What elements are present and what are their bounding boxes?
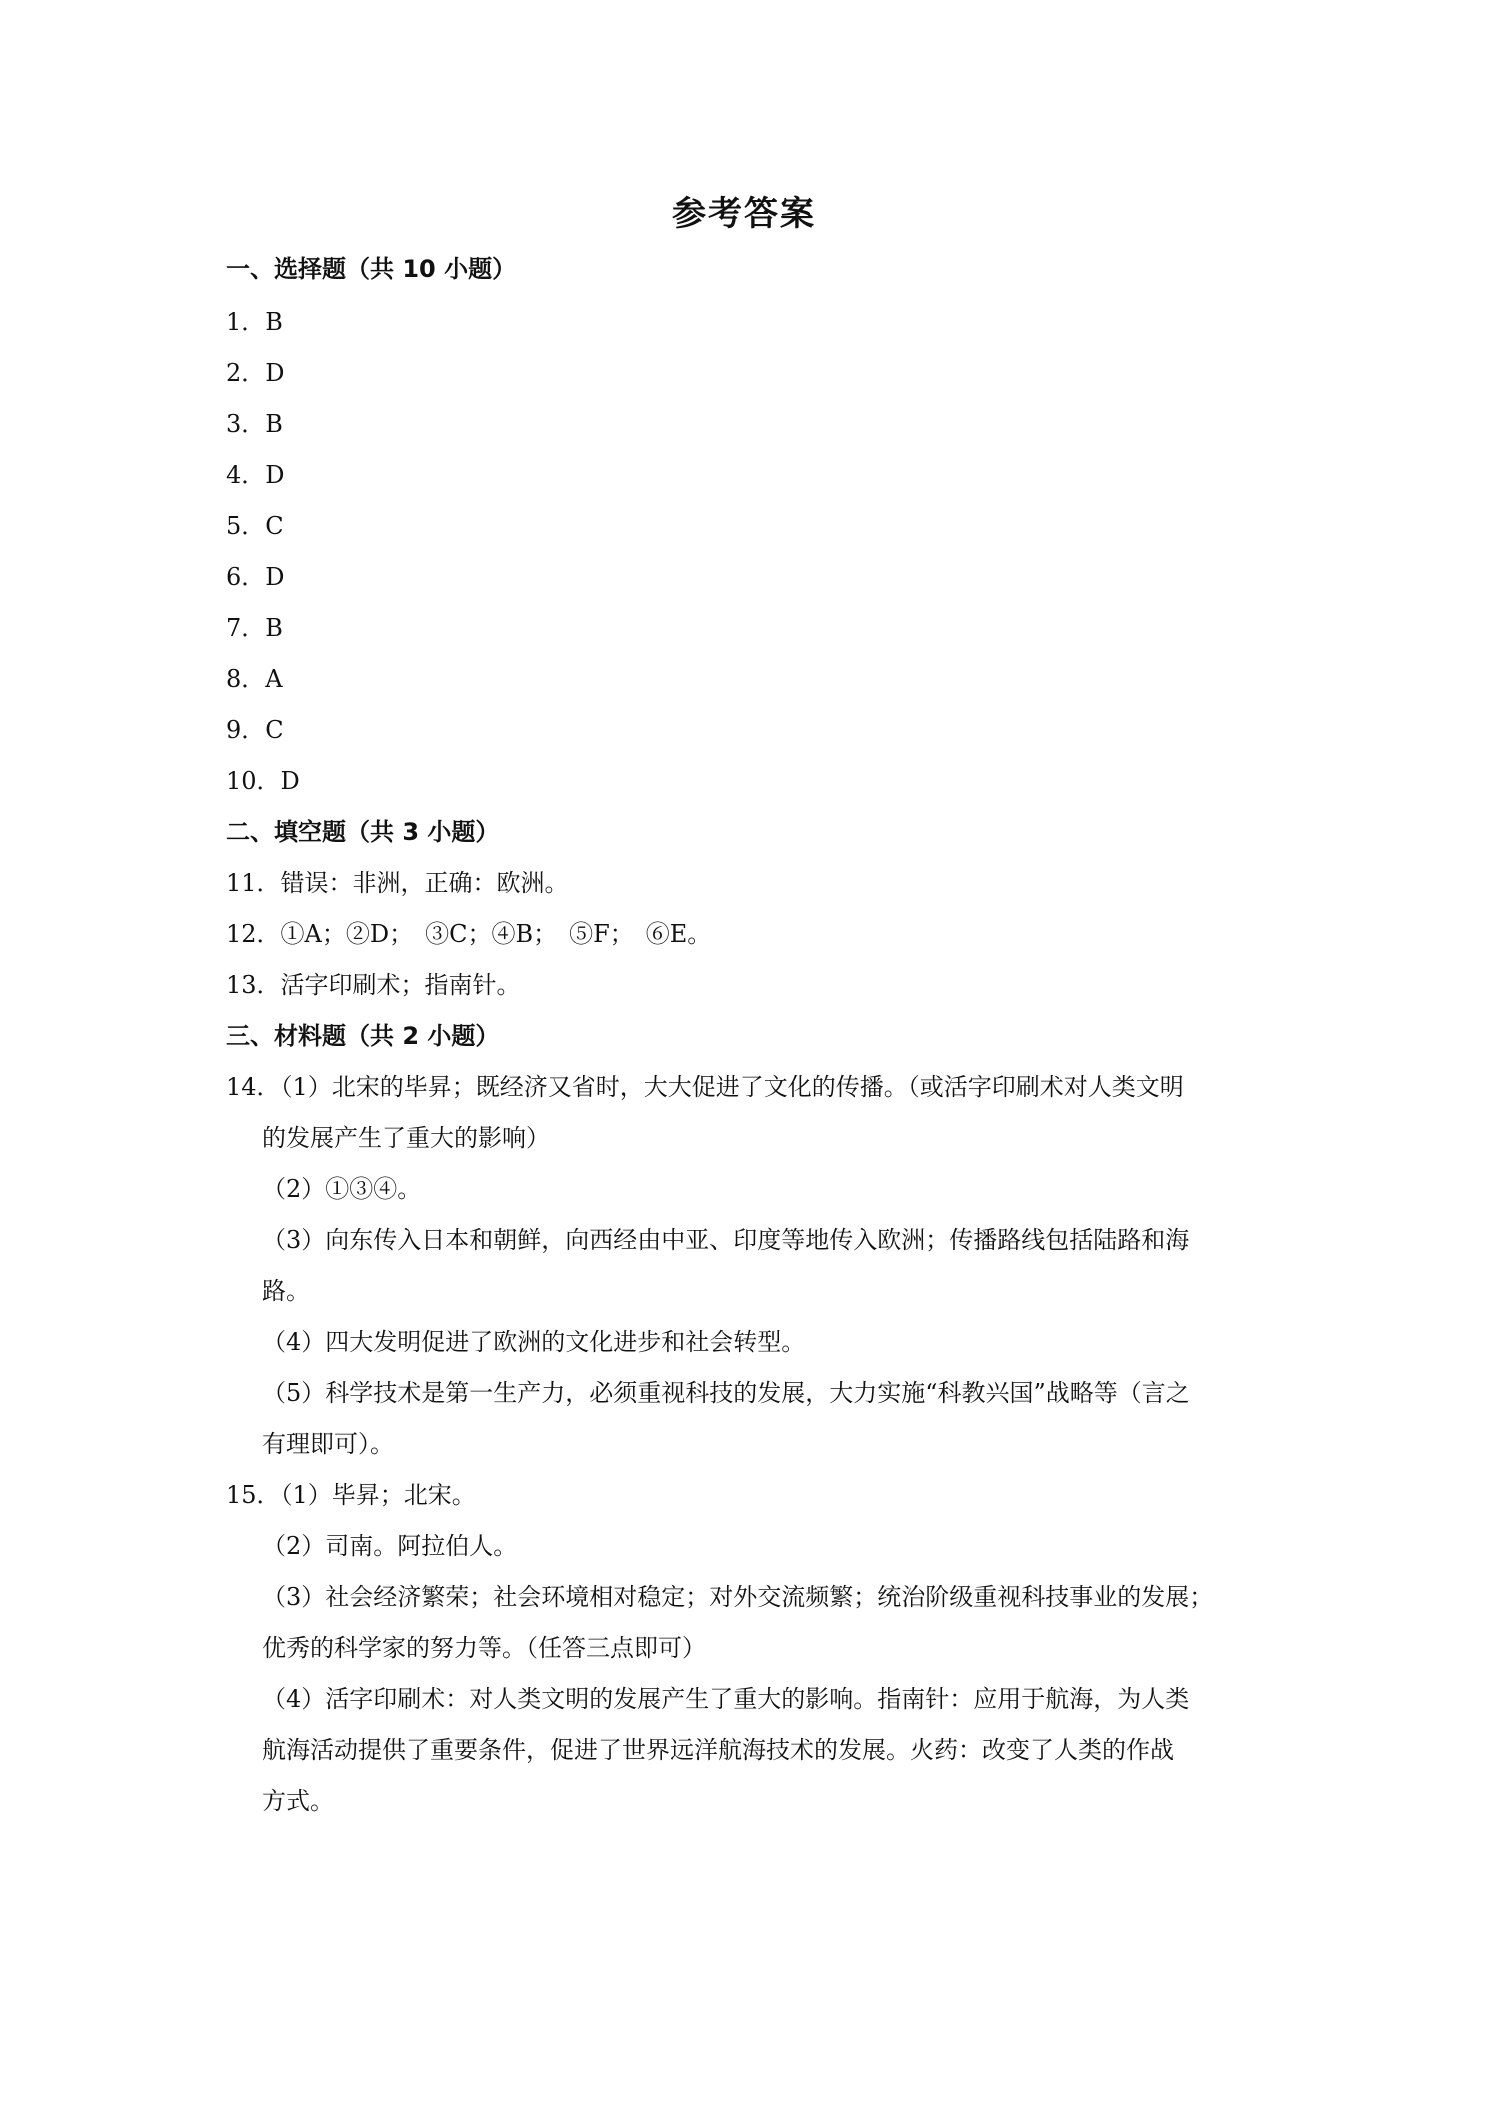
answer-4: 4．D [226,461,285,489]
answer-14-part3-cont: 路。 [262,1277,310,1305]
answer-15-part4: （4）活字印刷术：对人类文明的发展产生了重大的影响。指南针：应用于航海，为人类 [262,1685,1190,1713]
answer-6: 6．D [226,563,285,591]
answer-14-part1-cont: 的发展产生了重大的影响） [262,1124,550,1152]
answer-14-part1: 14．（1）北宋的毕昇；既经济又省时，大大促进了文化的传播。（或活字印刷术对人类文明 [226,1073,1184,1101]
page-title: 参考答案 [672,194,816,234]
answer-15-part3-cont: 优秀的科学家的努力等。（任答三点即可） [262,1634,706,1662]
answer-10: 10．D [226,767,300,795]
answer-12: 12．①A；②D； ③C；④B； ⑤F； ⑥E。 [226,920,712,948]
answer-15-part3: （3）社会经济繁荣；社会环境相对稳定；对外交流频繁；统治阶级重视科技事业的发展； [262,1583,1214,1611]
section-heading-fill: 二、填空题（共 3 小题） [226,818,500,846]
answer-1: 1．B [226,308,283,336]
answer-14-part5: （5）科学技术是第一生产力，必须重视科技的发展，大力实施“科教兴国”战略等（言之 [262,1379,1190,1407]
answer-15-part2: （2）司南。阿拉伯人。 [262,1532,518,1560]
answer-14-part3: （3）向东传入日本和朝鲜，向西经由中亚、印度等地传入欧洲；传播路线包括陆路和海 [262,1226,1190,1254]
answer-15-part1: 15．（1）毕昇；北宋。 [226,1481,476,1509]
answer-14-part2: （2）①③④。 [262,1175,422,1203]
answer-2: 2．D [226,359,285,387]
answer-8: 8．A [226,665,283,693]
answer-3: 3．B [226,410,283,438]
section-heading-choice: 一、选择题（共 10 小题） [226,255,517,283]
answer-9: 9．C [226,716,284,744]
answer-7: 7．B [226,614,283,642]
answer-5: 5．C [226,512,284,540]
answer-15-part4-cont2: 方式。 [262,1787,334,1815]
answer-13: 13．活字印刷术；指南针。 [226,971,521,999]
answer-14-part4: （4）四大发明促进了欧洲的文化进步和社会转型。 [262,1328,806,1356]
section-heading-material: 三、材料题（共 2 小题） [226,1022,500,1050]
answer-15-part4-cont: 航海活动提供了重要条件，促进了世界远洋航海技术的发展。火药：改变了人类的作战 [262,1736,1174,1764]
answer-11: 11．错误：非洲，正确：欧洲。 [226,869,569,897]
answer-14-part5-cont: 有理即可）。 [262,1430,394,1458]
